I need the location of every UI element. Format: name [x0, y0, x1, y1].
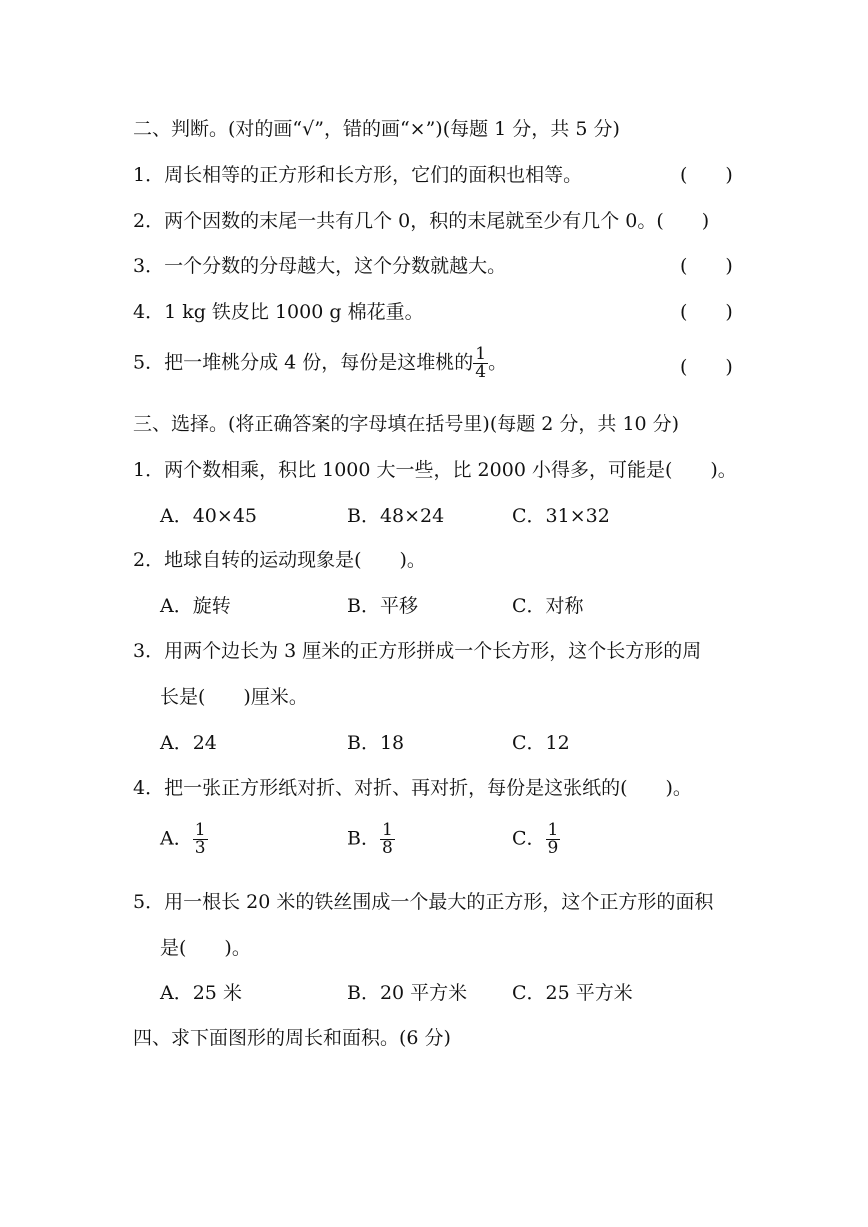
choice-q5-option-c[interactable]: C．25 平方米	[512, 982, 633, 1004]
choice-q2: 2．地球自转的运动现象是( )。	[133, 549, 426, 571]
fraction-numerator: 1	[475, 344, 487, 364]
fraction-numerator: 1	[547, 820, 559, 840]
option-label: A．	[160, 827, 193, 850]
fraction-denominator: 8	[381, 838, 393, 858]
choice-q3-line-1: 3．用两个边长为 3 厘米的正方形拼成一个长方形，这个长方形的周	[133, 640, 702, 662]
fraction-denominator: 4	[475, 362, 487, 382]
choice-q3-option-b[interactable]: B．18	[347, 732, 405, 754]
option-label: B．	[347, 827, 380, 850]
choice-q4: 4．把一张正方形纸对折、对折、再对折，每份是这张纸的( )。	[133, 777, 692, 799]
choice-q1-option-c[interactable]: C．31×32	[512, 505, 610, 527]
fraction-one-ninth	[546, 822, 561, 857]
judge-item-5-end: 。	[488, 351, 508, 374]
judge-item-2: 2．两个因数的末尾一共有几个 0，积的末尾就至少有几个 0。( )	[133, 210, 710, 232]
choice-q5-option-b[interactable]: B．20 平方米	[347, 982, 468, 1004]
choice-q5-line-1: 5．用一根长 20 米的铁丝围成一个最大的正方形，这个正方形的面积	[133, 891, 714, 913]
choice-q4-option-a[interactable]	[160, 822, 208, 857]
choice-q3-line-2: 长是( )厘米。	[160, 686, 308, 708]
choice-q4-option-c[interactable]	[512, 822, 560, 857]
judge-item-5-text: 5．把一堆桃分成 4 份，每份是这堆桃的	[133, 351, 474, 374]
judge-item-4: 4．1 kg 铁皮比 1000 g 棉花重。	[133, 301, 424, 323]
judge-item-5	[133, 346, 507, 381]
choice-q3-option-c[interactable]: C．12	[512, 732, 570, 754]
fraction-denominator: 3	[194, 838, 206, 858]
judge-item-3: 3．一个分数的分母越大，这个分数就越大。	[133, 255, 507, 277]
choice-q2-option-b[interactable]: B．平移	[347, 595, 418, 617]
section-2-title: 二、判断。(对的画“√”，错的画“×”)(每题 1 分，共 5 分)	[133, 118, 620, 140]
judge-item-5-answer-blank[interactable]: ( )	[680, 356, 733, 378]
section-3-title: 三、选择。(将正确答案的字母填在括号里)(每题 2 分，共 10 分)	[133, 413, 680, 435]
choice-q2-option-c[interactable]: C．对称	[512, 595, 584, 617]
fraction-numerator: 1	[194, 820, 206, 840]
option-label: C．	[512, 827, 546, 850]
choice-q1: 1．两个数相乘，积比 1000 大一些，比 2000 小得多，可能是( )。	[133, 459, 737, 481]
fraction-numerator: 1	[381, 820, 393, 840]
fraction-one-third	[193, 822, 208, 857]
choice-q5-line-2: 是( )。	[160, 937, 251, 959]
judge-item-4-answer-blank[interactable]: ( )	[680, 301, 733, 323]
choice-q1-option-a[interactable]: A．40×45	[160, 505, 257, 527]
section-4-title: 四、求下面图形的周长和面积。(6 分)	[133, 1027, 451, 1049]
judge-item-3-answer-blank[interactable]: ( )	[680, 255, 733, 277]
choice-q5-option-a[interactable]: A．25 米	[160, 982, 242, 1004]
judge-item-1: 1．周长相等的正方形和长方形，它们的面积也相等。	[133, 164, 583, 186]
choice-q3-option-a[interactable]: A．24	[160, 732, 217, 754]
judge-item-1-answer-blank[interactable]: ( )	[680, 164, 733, 186]
choice-q1-option-b[interactable]: B．48×24	[347, 505, 445, 527]
fraction-one-quarter	[473, 346, 488, 381]
fraction-denominator: 9	[547, 838, 559, 858]
fraction-one-eighth	[380, 822, 395, 857]
choice-q2-option-a[interactable]: A．旋转	[160, 595, 231, 617]
choice-q4-option-b[interactable]	[347, 822, 395, 857]
